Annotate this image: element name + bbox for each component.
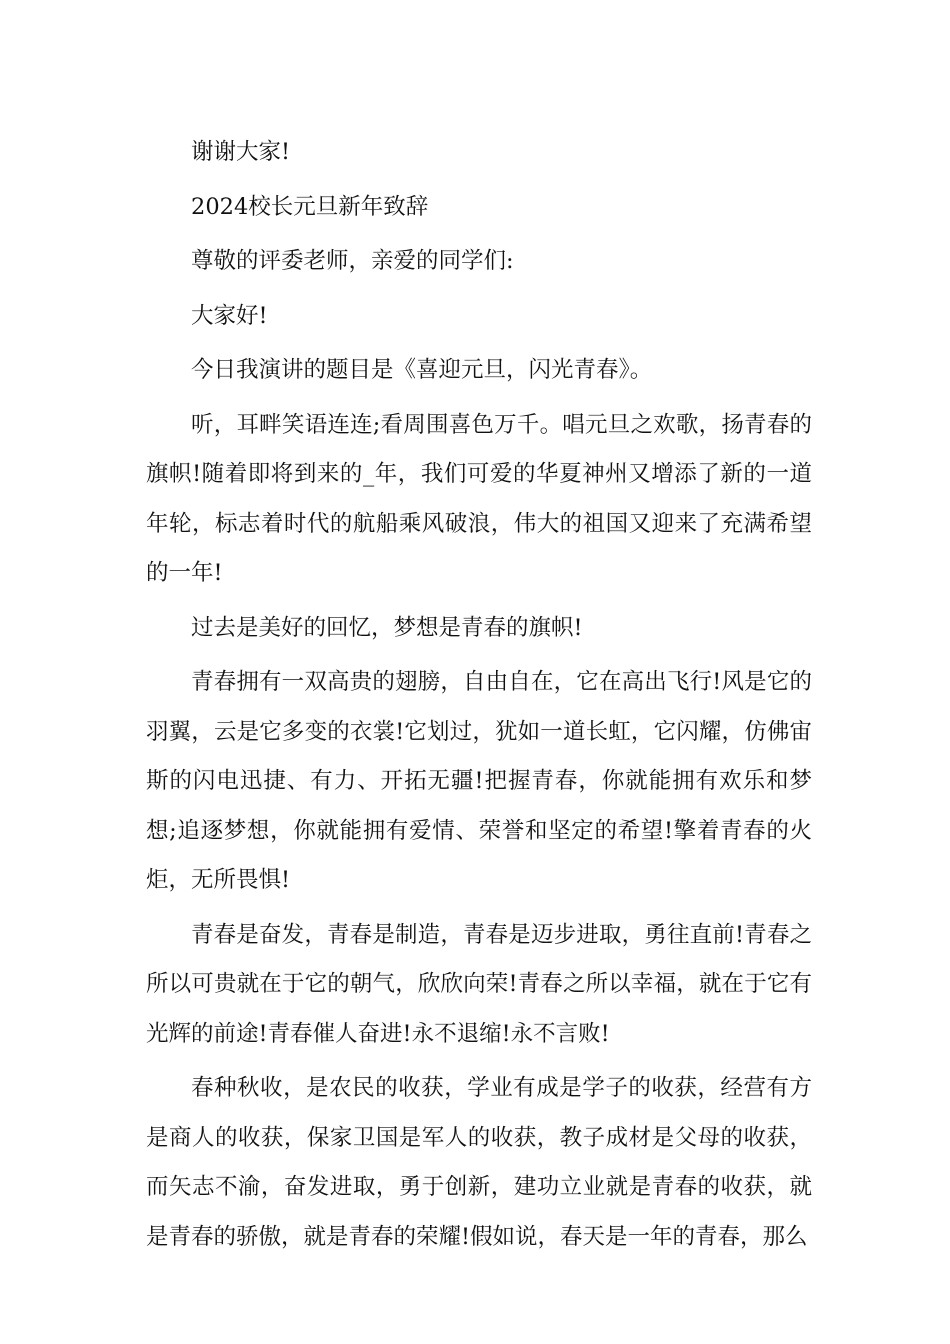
speech-title: 2024校长元旦新年致辞 <box>191 193 429 220</box>
body-paragraph: 听，耳畔笑语连连;看周围喜色万千。唱元旦之欢歌，扬青春的旗帜!随着即将到来的_年，我们可爱的华夏神州又增添了新的一道年轮，标志着时代的航船乘风破浪，伟大的祖国又迎来了充满希望的一年! <box>146 411 812 586</box>
body-paragraph: 过去是美好的回忆，梦想是青春的旗帜! <box>191 614 583 641</box>
body-paragraph: 青春拥有一双高贵的翅膀，自由自在，它在高出飞行!风是它的羽翼，云是它多变的衣裳!它划过，犹如一道长虹，它闪耀，仿佛宙斯的闪电迅捷、有力、开拓无疆!把握青春，你就能拥有欢乐和梦想;追逐梦想，你就能拥有爱情、荣誉和坚定的希望!擎着青春的火炬，无所畏惧! <box>146 669 812 893</box>
closing-thanks: 谢谢大家! <box>191 139 291 165</box>
topic-intro: 今日我演讲的题目是《喜迎元旦，闪光青春》。 <box>191 357 653 383</box>
body-paragraph: 青春是奋发，青春是制造，青春是迈步进取，勇往直前!青春之所以可贵就在于它的朝气，欣欣向荣!青春之所以幸福，就在于它有光辉的前途!青春催人奋进!永不退缩!永不言败! <box>146 921 812 1047</box>
body-paragraph: 春种秋收，是农民的收获，学业有成是学子的收获，经营有方是商人的收获，保家卫国是军人的收获，教子成材是父母的收获，而矢志不渝，奋发进取，勇于创新，建功立业就是青春的收获，就是青春的骄傲，就是青春的荣耀!假如说，春天是一年的青春，那么 <box>146 1075 812 1250</box>
greeting: 大家好! <box>191 302 268 329</box>
salutation: 尊敬的评委老师，亲爱的同学们: <box>191 248 514 274</box>
